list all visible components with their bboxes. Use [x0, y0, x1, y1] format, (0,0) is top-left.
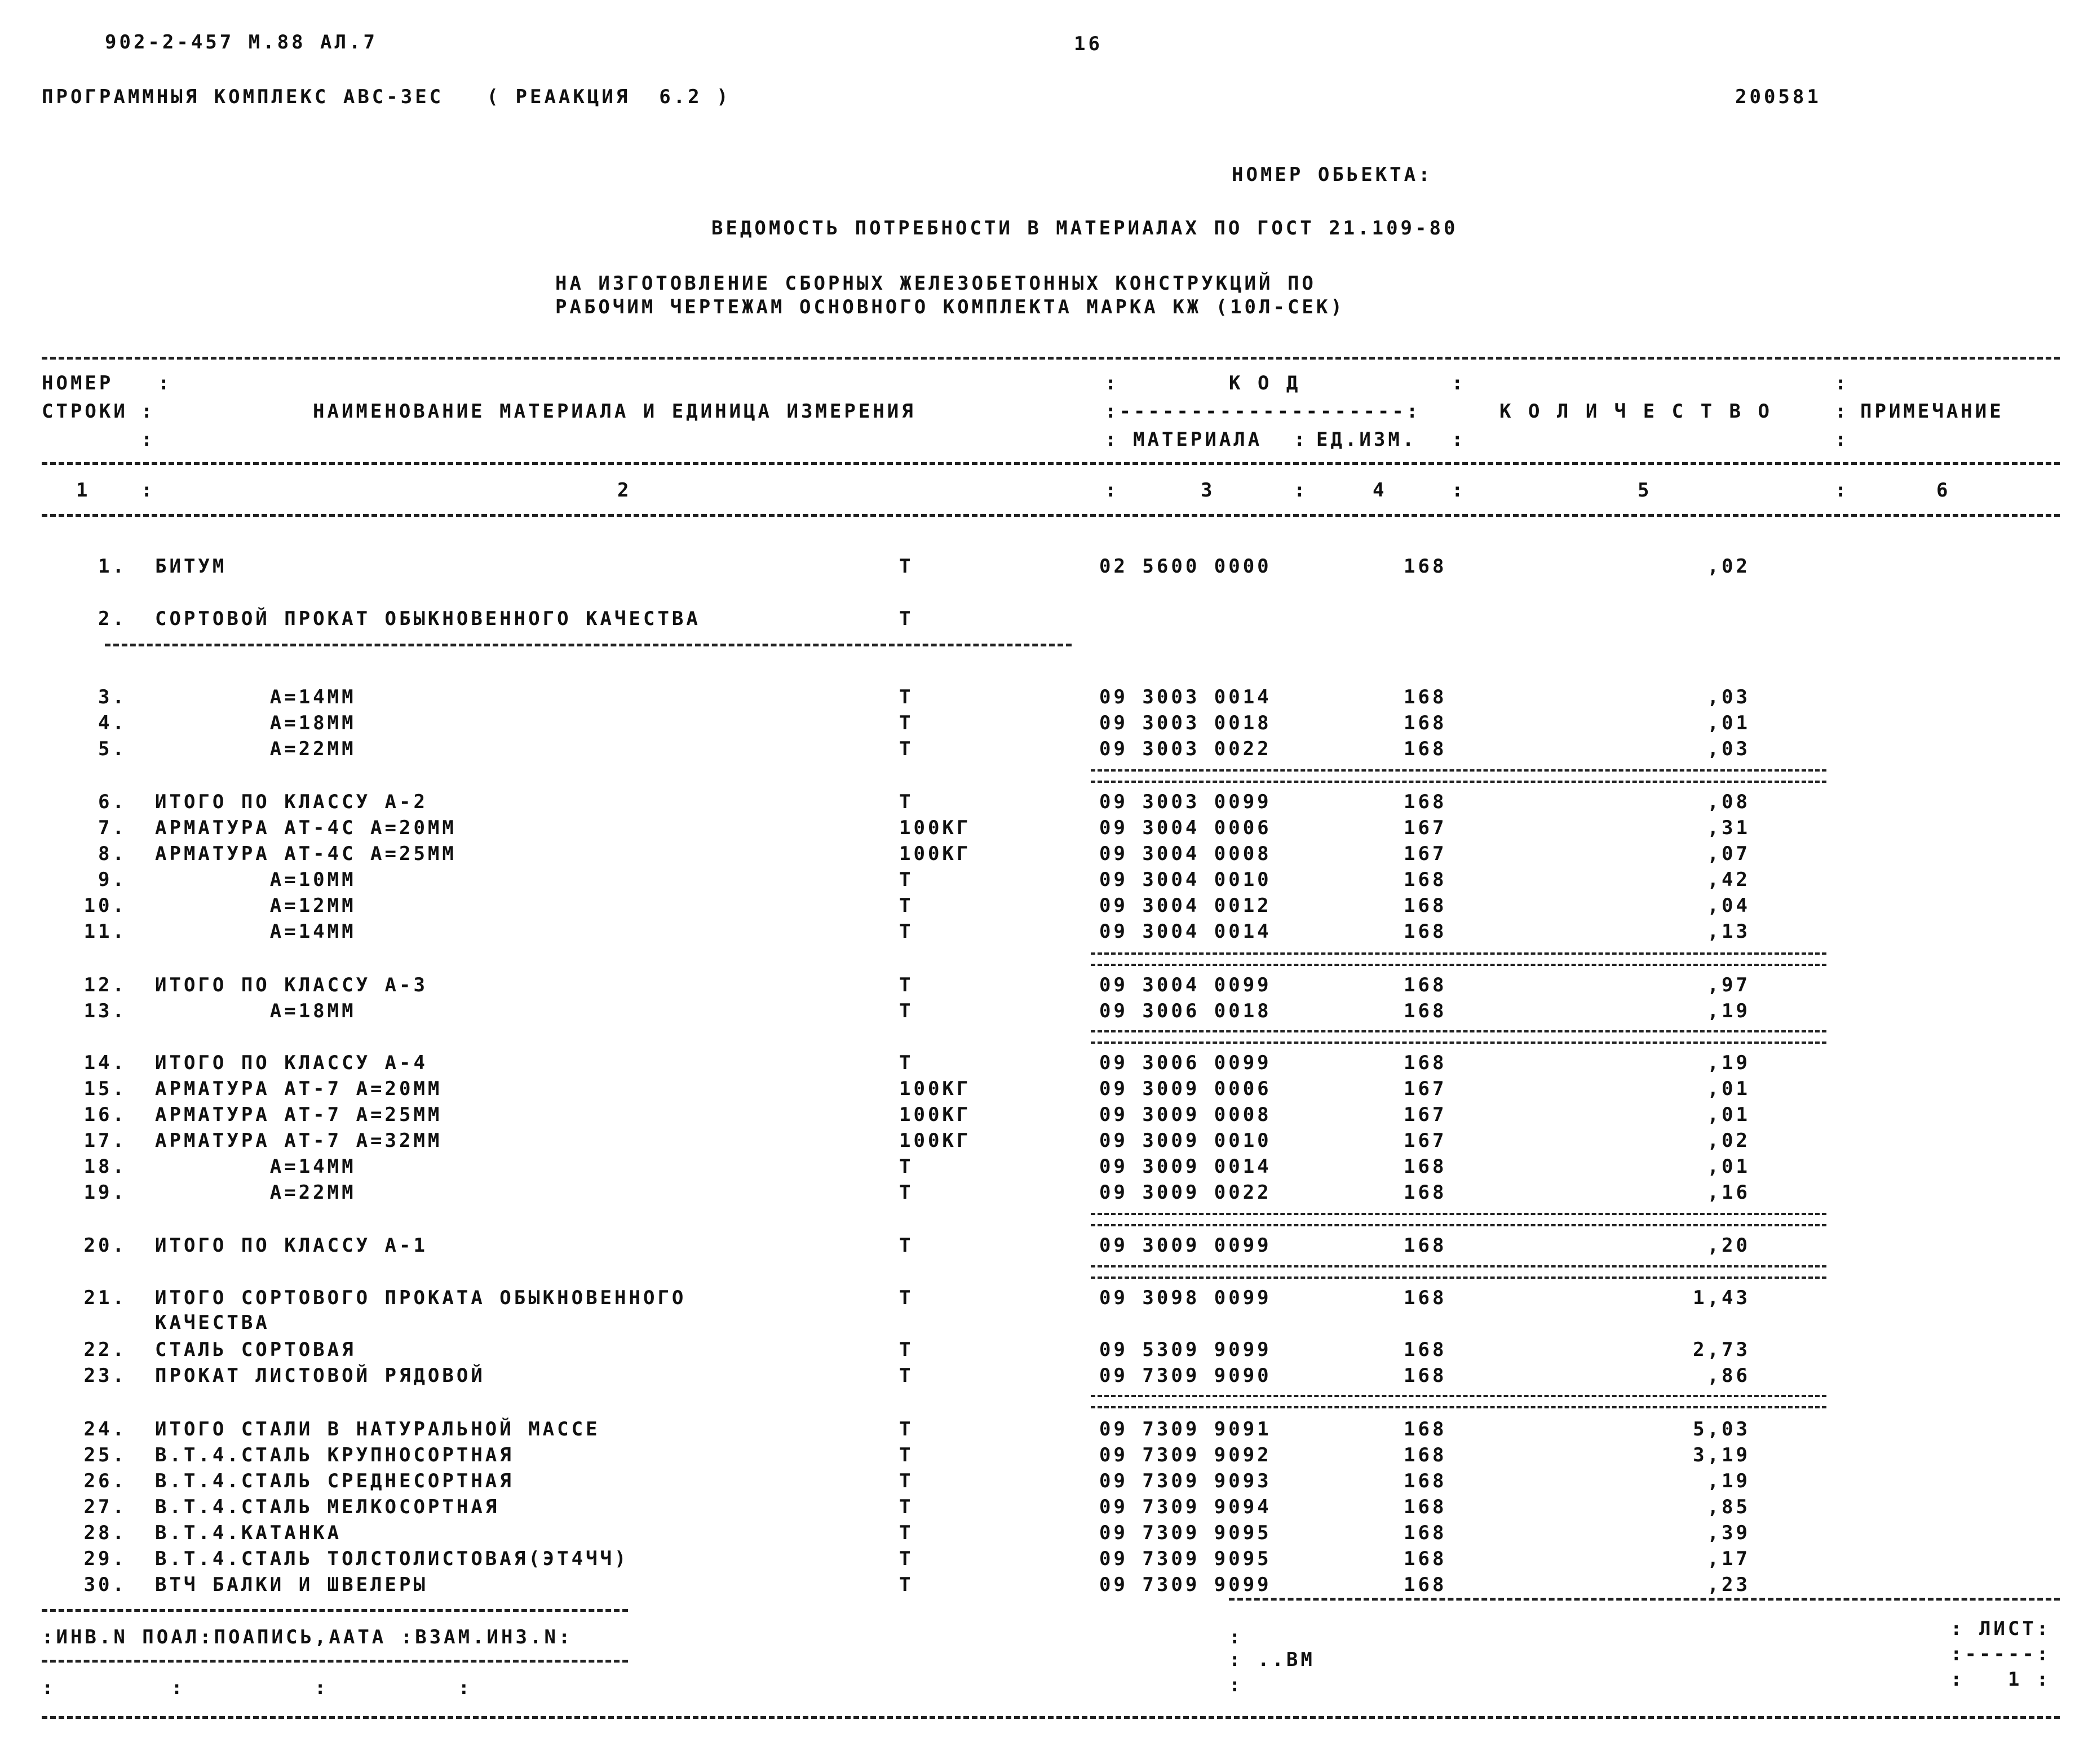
header-unit: ЕД.ИЗМ.: [1316, 428, 1417, 451]
unit-code: 167: [1404, 1129, 1447, 1152]
unit-code: 168: [1404, 1181, 1447, 1204]
unit-name: 100КГ: [899, 817, 971, 839]
material-name: ПРОКАТ ЛИСТОВОЙ РЯДОВОЙ: [155, 1364, 485, 1387]
quantity-value: ,85: [1707, 1496, 1750, 1518]
material-name: В.Т.4.СТАЛЬ КРУПНОСОРТНАЯ: [155, 1444, 514, 1466]
row-number: 4.: [98, 712, 127, 734]
unit-code: 168: [1404, 920, 1447, 943]
title-block-colon: :: [1229, 1674, 1244, 1696]
row-number: 26.: [83, 1470, 127, 1492]
quantity-value: ,19: [1707, 1052, 1750, 1074]
material-code: 09 3004 0008: [1099, 843, 1272, 865]
quantity-value: ,97: [1707, 974, 1750, 996]
row-number: 22.: [83, 1338, 127, 1361]
row-number: 5.: [98, 738, 127, 760]
unit-code: 168: [1404, 868, 1447, 891]
header-colon: :: [141, 479, 156, 502]
unit-code: 168: [1404, 1052, 1447, 1074]
material-code: 09 5309 9099: [1099, 1338, 1272, 1361]
material-code: 09 3004 0010: [1099, 868, 1272, 891]
header-colon: :: [158, 372, 172, 395]
quantity-value: ,02: [1707, 1129, 1750, 1152]
header-row-number-line1: НОМЕР: [42, 372, 114, 395]
unit-code: 168: [1404, 686, 1447, 708]
unit-code: 168: [1404, 1287, 1447, 1309]
unit-name: Т: [899, 1000, 914, 1022]
subtotal-rule: [1091, 1265, 1826, 1279]
unit-name: Т: [899, 1444, 914, 1466]
unit-code: 168: [1404, 555, 1447, 578]
material-code: 09 3004 0006: [1099, 817, 1272, 839]
header-quantity: К О Л И Ч Е С Т В О: [1499, 400, 1772, 423]
material-code: 09 3009 0006: [1099, 1078, 1272, 1100]
header-material-code: МАТЕРИАЛА: [1133, 428, 1263, 451]
unit-name: Т: [899, 555, 914, 578]
material-code: 09 3003 0099: [1099, 791, 1272, 813]
unit-code: 167: [1404, 1078, 1447, 1100]
material-code: 09 3003 0022: [1099, 738, 1272, 760]
unit-code: 168: [1404, 1470, 1447, 1492]
material-name: А=22ММ: [155, 1181, 356, 1204]
quantity-value: ,19: [1707, 1470, 1750, 1492]
row-number: 30.: [83, 1574, 127, 1596]
material-code: 09 7309 9095: [1099, 1522, 1272, 1544]
material-code: 09 3004 0014: [1099, 920, 1272, 943]
quantity-value: ,23: [1707, 1574, 1750, 1596]
row-number: 1.: [98, 555, 127, 578]
quantity-value: ,42: [1707, 868, 1750, 891]
material-name: СТАЛЬ СОРТОВАЯ: [155, 1338, 356, 1361]
material-name: АРМАТУРА АТ-4С А=25ММ: [155, 843, 457, 865]
material-name: ИТОГО ПО КЛАССУ А-1: [155, 1234, 428, 1257]
column-number: 3: [1201, 479, 1215, 502]
object-number-label: НОМЕР ОБЬЕКТА:: [1232, 163, 1433, 186]
row-number: 14.: [83, 1052, 127, 1074]
unit-code: 168: [1404, 1444, 1447, 1466]
unit-code: 168: [1404, 712, 1447, 734]
material-name: ИТОГО СТАЛИ В НАТУРАЛЬНОЙ МАССЕ: [155, 1418, 600, 1441]
header-row-number-line2: СТРОКИ: [42, 400, 128, 423]
subtotal-rule: [1091, 769, 1826, 783]
unit-name: Т: [899, 1522, 914, 1544]
material-name: ИТОГО ПО КЛАССУ А-4: [155, 1052, 428, 1074]
quantity-value: ,03: [1707, 686, 1750, 708]
header-colon: :: [1105, 428, 1120, 451]
column-number: 6: [1936, 479, 1951, 502]
row-number: 13.: [83, 1000, 127, 1022]
stamp-fields: :ИНВ.N ПОАЛ:ПОАПИСЬ,ААТА :ВЗАМ.ИНЗ.N:: [42, 1626, 573, 1648]
unit-name: Т: [899, 738, 914, 760]
material-code: 09 7309 9090: [1099, 1364, 1272, 1387]
material-name: А=18ММ: [155, 712, 356, 734]
row-number: 3.: [98, 686, 127, 708]
material-name: В.Т.4.КАТАНКА: [155, 1522, 342, 1544]
header-bottom-rule: [42, 514, 2060, 517]
material-code: 09 7309 9093: [1099, 1470, 1272, 1492]
material-name: ИТОГО ПО КЛАССУ А-3: [155, 974, 428, 996]
material-name: А=14ММ: [155, 1155, 356, 1178]
unit-code: 168: [1404, 1574, 1447, 1596]
material-name: ИТОГО ПО КЛАССУ А-2: [155, 791, 428, 813]
unit-code: 168: [1404, 974, 1447, 996]
unit-name: 100КГ: [899, 1103, 971, 1126]
unit-code: 168: [1404, 791, 1447, 813]
row-number: 2.: [98, 608, 127, 630]
header-colon: :: [1452, 479, 1466, 502]
header-colon: :: [1105, 479, 1120, 502]
quantity-value: ,02: [1707, 555, 1750, 578]
material-code: 09 3003 0014: [1099, 686, 1272, 708]
row-number: 6.: [98, 791, 127, 813]
row-number: 10.: [83, 894, 127, 917]
quantity-value: ,20: [1707, 1234, 1750, 1257]
material-code: 09 3009 0014: [1099, 1155, 1272, 1178]
material-code: 09 3006 0018: [1099, 1000, 1272, 1022]
row-number: 12.: [83, 974, 127, 996]
unit-name: 100КГ: [899, 1078, 971, 1100]
unit-name: Т: [899, 1364, 914, 1387]
unit-name: Т: [899, 1052, 914, 1074]
header-colon: :: [141, 428, 156, 451]
unit-code: 168: [1404, 1234, 1447, 1257]
material-code: 09 3006 0099: [1099, 1052, 1272, 1074]
title-block-top-rule: [1229, 1598, 2060, 1601]
row-number: 18.: [83, 1155, 127, 1178]
column-number: 2: [617, 479, 632, 502]
header-mid-rule: [42, 462, 2060, 465]
material-code: 09 7309 9095: [1099, 1548, 1272, 1570]
document-subtitle-line2: РАБОЧИМ ЧЕРТЕЖАМ ОСНОВНОГО КОМПЛЕКТА МАРКА КЖ (10Л-СЕК): [555, 296, 1345, 318]
material-code: 09 3009 0099: [1099, 1234, 1272, 1257]
quantity-value: ,07: [1707, 843, 1750, 865]
sheet-number: : 1 :: [1950, 1668, 2051, 1691]
drawing-mark: : ..ВМ: [1229, 1648, 1315, 1671]
unit-name: Т: [899, 894, 914, 917]
row-number: 7.: [98, 817, 127, 839]
material-name: В.Т.4.СТАЛЬ ТОЛСТОЛИСТОВАЯ(ЭТ4ЧЧ): [155, 1548, 629, 1570]
material-code: 09 3009 0022: [1099, 1181, 1272, 1204]
column-number: 4: [1373, 479, 1387, 502]
quantity-value: ,03: [1707, 738, 1750, 760]
document-title: ВЕДОМОСТЬ ПОТРЕБНОСТИ В МАТЕРИАЛАХ ПО ГОСТ 21.109-80: [711, 217, 1458, 240]
unit-name: Т: [899, 1287, 914, 1309]
material-code: 02 5600 0000: [1099, 555, 1272, 578]
unit-name: Т: [899, 1181, 914, 1204]
header-colon: :: [1835, 428, 1850, 451]
unit-code: 167: [1404, 843, 1447, 865]
row-number: 15.: [83, 1078, 127, 1100]
row-number: 28.: [83, 1522, 127, 1544]
unit-name: Т: [899, 1470, 914, 1492]
unit-code: 168: [1404, 1364, 1447, 1387]
material-name: АРМАТУРА АТ-7 А=20ММ: [155, 1078, 443, 1100]
column-number: 5: [1638, 479, 1652, 502]
row-number: 25.: [83, 1444, 127, 1466]
table-top-rule: [42, 357, 2060, 360]
row-number: 23.: [83, 1364, 127, 1387]
quantity-value: ,01: [1707, 1103, 1750, 1126]
quantity-value: ,08: [1707, 791, 1750, 813]
unit-name: Т: [899, 1548, 914, 1570]
quantity-value: 1,43: [1693, 1287, 1750, 1309]
material-name: АРМАТУРА АТ-7 А=25ММ: [155, 1103, 443, 1126]
stamp-mid-rule: [42, 1660, 628, 1663]
row-number: 20.: [83, 1234, 127, 1257]
page-bottom-rule: [42, 1716, 2060, 1719]
quantity-value: ,16: [1707, 1181, 1750, 1204]
quantity-value: ,39: [1707, 1522, 1750, 1544]
unit-code: 168: [1404, 1522, 1447, 1544]
header-colon: :: [1105, 372, 1120, 395]
quantity-value: ,86: [1707, 1364, 1750, 1387]
quantity-value: ,31: [1707, 817, 1750, 839]
subtotal-rule: [1091, 952, 1826, 966]
material-name: СОРТОВОЙ ПРОКАТ ОБЫКНОВЕННОГО КАЧЕСТВА: [155, 608, 701, 630]
quantity-value: ,01: [1707, 712, 1750, 734]
unit-code: 168: [1404, 1155, 1447, 1178]
material-name: А=22ММ: [155, 738, 356, 760]
material-name: В.Т.4.СТАЛЬ СРЕДНЕСОРТНАЯ: [155, 1470, 514, 1492]
unit-code: 168: [1404, 1418, 1447, 1441]
row-number: 9.: [98, 868, 127, 891]
material-code: 09 7309 9092: [1099, 1444, 1272, 1466]
material-name: А=10ММ: [155, 868, 356, 891]
material-name: А=18ММ: [155, 1000, 356, 1022]
unit-name: Т: [899, 1496, 914, 1518]
header-colon: :: [1835, 479, 1850, 502]
material-code: 09 7309 9099: [1099, 1574, 1272, 1596]
stamp-empty-fields: : : : :: [42, 1677, 473, 1699]
subtotal-rule: [1091, 1030, 1826, 1044]
stamp-top-rule: [42, 1609, 628, 1612]
quantity-value: ,01: [1707, 1155, 1750, 1178]
header-colon: :: [1835, 400, 1850, 423]
row-number: 27.: [83, 1496, 127, 1518]
doc-code: 902-2-457 М.88 АЛ.7: [105, 31, 378, 54]
header-colon: :: [1294, 479, 1308, 502]
unit-code: 168: [1404, 894, 1447, 917]
unit-code: 168: [1404, 1496, 1447, 1518]
quantity-value: 3,19: [1693, 1444, 1750, 1466]
row-number: 24.: [83, 1418, 127, 1441]
quantity-value: 5,03: [1693, 1418, 1750, 1441]
program-id: 200581: [1735, 86, 1821, 108]
unit-name: Т: [899, 1155, 914, 1178]
material-code: 09 3003 0018: [1099, 712, 1272, 734]
sheet-rule: :-----:: [1950, 1643, 2051, 1665]
row-number: 19.: [83, 1181, 127, 1204]
material-code: 09 3009 0008: [1099, 1103, 1272, 1126]
material-name-continued: КАЧЕСТВА: [155, 1311, 270, 1334]
header-colon: :: [1835, 372, 1850, 395]
unit-name: Т: [899, 920, 914, 943]
row-number: 16.: [83, 1103, 127, 1126]
row-number: 17.: [83, 1129, 127, 1152]
material-code: 09 3009 0010: [1099, 1129, 1272, 1152]
material-name: А=14ММ: [155, 686, 356, 708]
header-colon: :: [141, 400, 156, 423]
header-material-name: НАИМЕНОВАНИЕ МАТЕРИАЛА И ЕДИНИЦА ИЗМЕРЕНИЯ: [313, 400, 916, 423]
unit-name: Т: [899, 1338, 914, 1361]
material-name: АРМАТУРА АТ-7 А=32ММ: [155, 1129, 443, 1152]
title-block-colon: :: [1229, 1626, 1244, 1648]
unit-name: Т: [899, 686, 914, 708]
material-name: ВТЧ БАЛКИ И ШВЕЛЕРЫ: [155, 1574, 428, 1596]
unit-name: Т: [899, 1418, 914, 1441]
unit-name: Т: [899, 868, 914, 891]
quantity-value: ,17: [1707, 1548, 1750, 1570]
unit-name: Т: [899, 712, 914, 734]
material-code: 09 3098 0099: [1099, 1287, 1272, 1309]
quantity-value: ,13: [1707, 920, 1750, 943]
row-number: 21.: [83, 1287, 127, 1309]
unit-code: 168: [1404, 1338, 1447, 1361]
unit-code: 168: [1404, 1548, 1447, 1570]
header-code-rule: :--------------------:: [1105, 400, 1421, 423]
material-code: 09 3004 0012: [1099, 894, 1272, 917]
material-name: В.Т.4.СТАЛЬ МЕЛКОСОРТНАЯ: [155, 1496, 500, 1518]
subtotal-rule: [1091, 1395, 1826, 1408]
header-colon: :: [1452, 428, 1466, 451]
header-colon: :: [1452, 372, 1466, 395]
subtotal-rule: [1091, 1213, 1826, 1226]
section-rule: [105, 644, 1072, 646]
quantity-value: 2,73: [1693, 1338, 1750, 1361]
unit-name: Т: [899, 1574, 914, 1596]
material-code: 09 7309 9091: [1099, 1418, 1272, 1441]
material-name: БИТУМ: [155, 555, 227, 578]
header-colon: :: [1294, 428, 1308, 451]
program-title: ПРОГРАММНЫЯ КОМПЛЕКС АВС-ЗЕС ( РЕААКЦИЯ 6.2 ): [42, 86, 731, 108]
unit-code: 167: [1404, 1103, 1447, 1126]
sheet-label: : ЛИСТ:: [1950, 1617, 2051, 1640]
unit-name: 100КГ: [899, 1129, 971, 1152]
unit-name: Т: [899, 1234, 914, 1257]
unit-code: 168: [1404, 738, 1447, 760]
document-subtitle-line1: НА ИЗГОТОВЛЕНИЕ СБОРНЫХ ЖЕЛЕЗОБЕТОННЫХ КОНСТРУКЦИЙ ПО: [555, 272, 1316, 295]
material-name: А=12ММ: [155, 894, 356, 917]
material-code: 09 7309 9094: [1099, 1496, 1272, 1518]
quantity-value: ,01: [1707, 1078, 1750, 1100]
unit-name: Т: [899, 974, 914, 996]
row-number: 29.: [83, 1548, 127, 1570]
header-code: К О Д: [1229, 372, 1301, 395]
column-number: 1: [76, 479, 91, 502]
row-number: 11.: [83, 920, 127, 943]
quantity-value: ,04: [1707, 894, 1750, 917]
unit-name: 100КГ: [899, 843, 971, 865]
material-name: А=14ММ: [155, 920, 356, 943]
header-note: ПРИМЕЧАНИЕ: [1860, 400, 2004, 423]
quantity-value: ,19: [1707, 1000, 1750, 1022]
unit-name: Т: [899, 791, 914, 813]
material-name: ИТОГО СОРТОВОГО ПРОКАТА ОБЫКНОВЕННОГО: [155, 1287, 687, 1309]
unit-code: 167: [1404, 817, 1447, 839]
row-number: 8.: [98, 843, 127, 865]
page-number: 16: [1074, 33, 1103, 55]
unit-code: 168: [1404, 1000, 1447, 1022]
unit-name: Т: [899, 608, 914, 630]
material-name: АРМАТУРА АТ-4С А=20ММ: [155, 817, 457, 839]
material-code: 09 3004 0099: [1099, 974, 1272, 996]
